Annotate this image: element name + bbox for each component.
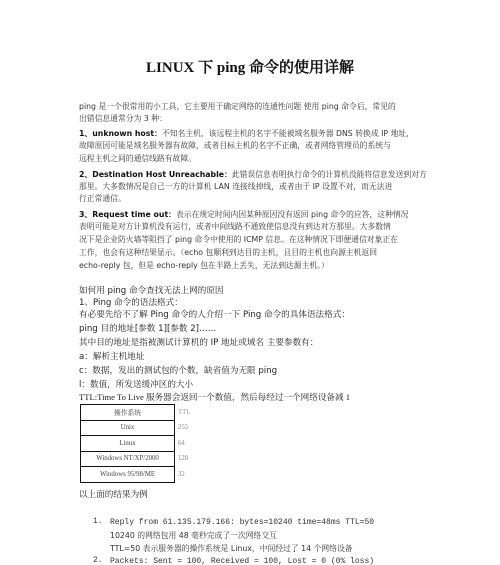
error-1-text: 不知名主机，该远程主机的名字不能被域名服务器 DNS 转换成 IP 地址，	[161, 129, 414, 138]
ttl-table-header	[81, 405, 194, 421]
error-1-line-3: 远程主机之间的通信线路有故障。	[79, 154, 196, 163]
table-row	[81, 467, 194, 483]
ttl-header-ttl: TTL	[175, 405, 194, 421]
syntax-description: 其中目的地址是指被测试计算机的 IP 地址或域名 主要参数有：	[79, 338, 319, 348]
intro-line-2: 出错信息通常分为 3 种：	[79, 114, 167, 123]
param-a: a：解析主机地址	[79, 352, 145, 362]
result-1-number: 1.	[93, 517, 103, 526]
syntax-command: ping 目的地址[参数 1][参数 2]……	[79, 324, 217, 334]
error-2-line-3: 行正常通信。	[79, 194, 126, 203]
ttl-value-cell: 255	[175, 420, 194, 436]
result-1-line-1: Reply from 61.135.179.166: bytes=10240 time=48ms TTL=50	[110, 518, 375, 527]
table-row	[81, 436, 194, 452]
result-2-line-1: Packets: Sent = 100, Received = 100, Lost = 0 (0% loss)	[110, 557, 375, 565]
error-2-text: 此错误信息表明执行命令的计算机没能将信息发送到对方	[231, 170, 427, 179]
ttl-os-cell: Windows NT/XP/2000	[81, 451, 175, 467]
intro-line-1: ping 是一个很常用的小工具，它主要用于确定网络的连通性问题 使用 ping 命令后，常见的	[79, 102, 396, 111]
syntax-title: 1、Ping 命令的语法格式：	[79, 298, 183, 308]
error-2-heading: 2、Destination Host Unreachable：	[79, 170, 232, 179]
ttl-intro: TTL:Time To Live 服务器会返回一个数值，然后每经过一个网络设备减 1	[79, 392, 351, 402]
error-3-first-line	[79, 209, 408, 220]
error-2-first-line	[79, 169, 427, 180]
document-title: LINUX 下 ping 命令的使用详解	[146, 60, 354, 76]
error-1-line-2: 故障原因可能是域名服务器有故障，或者目标主机的名字不正确，或者网络管理员的系统与	[79, 141, 391, 150]
ttl-os-cell: Linux	[81, 436, 175, 452]
error-3-line-2: 表明可能是对方计算机没有运行，或者中间线路不通致使信息没有到达对方那里。大多数情	[79, 222, 391, 231]
error-3-line-5: echo-reply 包，但是 echo-reply 包在半路上丢失，无法到达源主机。）	[79, 261, 329, 270]
error-1-heading: 1、unknown host：	[79, 129, 162, 138]
section-2-title: 如何用 ping 命令查找无法上网的原因	[79, 286, 224, 296]
ttl-table	[80, 404, 193, 483]
ttl-header-os: 操作系统	[81, 405, 175, 421]
ttl-value-cell: 128	[175, 451, 194, 467]
error-3-line-4: 工作，也会有这种结果显示。（echo 包顺利到达目的主机，且目的主机也向源主机返回	[79, 248, 378, 257]
result-1-line-3: TTL=50 表示服务器的操作系统是 Linux，中间经过了 14 个网络设备	[110, 544, 353, 553]
error-3-text: 表示在规定时间内因某种原因没有返回 ping 命令的应答，这种情况	[175, 210, 409, 219]
syntax-intro: 有必要先给不了解 Ping 命令的人介绍一下 Ping 命令的具体语法格式：	[79, 310, 350, 320]
table-row	[81, 420, 194, 436]
error-1-first-line	[79, 128, 414, 139]
error-2-line-2: 那里。大多数情况是自己一方的计算机 LAN 连接线掉线，或者由于 IP 设置不对，而无法进	[79, 182, 393, 191]
error-3-line-3: 况下是企业防火墙等阻挡了 ping 命令中使用的 ICMP 信息。在这种情况下即便通信对象正在	[79, 235, 398, 244]
results-intro: 以上面的结果为例	[79, 490, 148, 500]
ttl-os-cell: Unix	[81, 420, 175, 436]
result-1-line-2: 10240 的网络包用 48 毫秒完成了一次网络交互	[110, 531, 277, 540]
param-c: c：数据，发出的测试包的个数，缺省值为无限 ping	[79, 366, 278, 376]
param-l: l：数值，所发送缓冲区的大小	[79, 380, 194, 390]
ttl-value-cell: 64	[175, 436, 194, 452]
table-row	[81, 451, 194, 467]
ttl-os-cell: Windows 95/98/ME	[81, 467, 175, 483]
result-2-number: 2.	[93, 556, 103, 565]
error-3-heading: 3、Request time out：	[79, 210, 176, 219]
ttl-value-cell: 32	[175, 467, 194, 483]
